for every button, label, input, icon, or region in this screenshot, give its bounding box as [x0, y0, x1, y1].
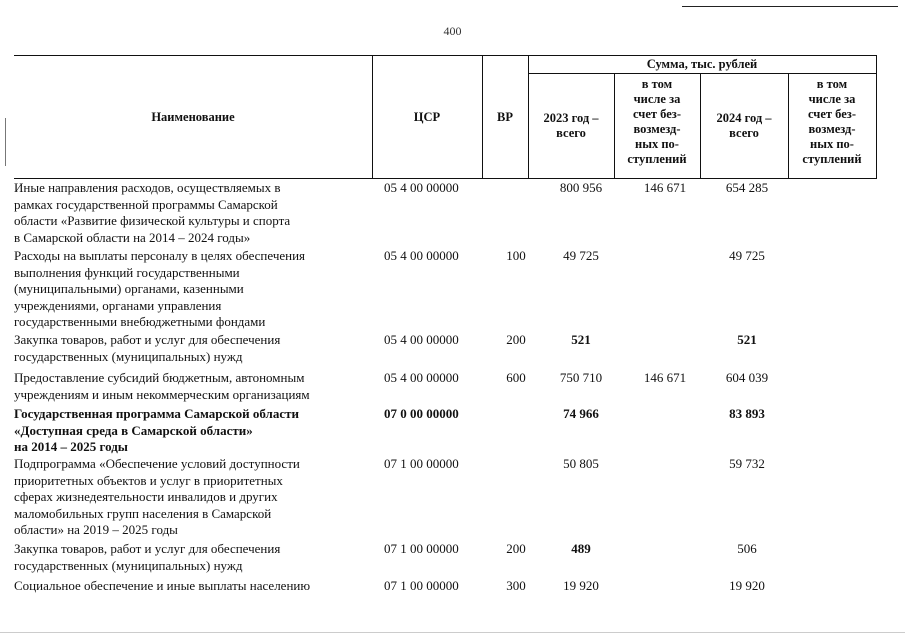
header-sum-group: Сумма, тыс. рублей	[646, 57, 758, 71]
header-sum-2023: 2023 год – всего	[543, 111, 599, 140]
header-vr: ВР	[497, 110, 513, 124]
row-name: Закупка товаров, работ и услуг для обеспечения государственных (муниципальных) нужд	[14, 541, 281, 573]
row-sum-2024: 59 732	[729, 456, 765, 471]
header-top-border	[14, 55, 876, 56]
row-name: Расходы на выплаты персоналу в целях обеспечения выполнения функций государственными (муниципальными) органами, казенными учреждениями, органами управления государственными внебюджетными фондами	[14, 248, 306, 329]
row-vr: 600	[506, 370, 526, 385]
header-free-2023: в том числе за счет без- возмезд- ных по- ступлений	[627, 77, 687, 166]
row-sum-2024: 521	[737, 332, 757, 347]
row-sum-2024: 49 725	[729, 248, 765, 263]
row-sum-2024: 654 285	[725, 180, 769, 195]
row-vr: 200	[506, 332, 526, 347]
row-sum-2023: 50 805	[563, 456, 599, 471]
row-csr: 07 1 00 00000	[384, 456, 459, 471]
header-bottom-border	[14, 178, 876, 179]
col-divider-right	[876, 55, 877, 179]
row-free-2023: 146 671	[643, 180, 687, 195]
row-csr: 07 0 00 00000	[384, 406, 459, 421]
header-free-2024: в том числе за счет без- возмезд- ных по- ступлений	[802, 77, 862, 166]
row-sum-2023: 489	[571, 541, 591, 556]
row-name: Иные направления расходов, осуществляемых в рамках государственной программы Самарской области «Развитие физической культуры и спорта в Самарской области на 2014 – 2024 годы»	[14, 180, 291, 245]
header-sum-2024: 2024 год – всего	[716, 111, 772, 140]
row-csr: 05 4 00 00000	[384, 248, 459, 263]
row-sum-2024: 83 893	[729, 406, 765, 421]
header-name: Наименование	[151, 110, 235, 124]
row-sum-2023: 521	[571, 332, 591, 347]
sum-group-divider	[528, 73, 876, 74]
row-name: Подпрограмма «Обеспечение условий доступности приоритетных объектов и услуг в приоритетных сферах жизнедеятельности инвалидов и других маломобильных групп населения в Самарской области» на 2019 – 2025 годы	[14, 456, 300, 537]
row-name: Предоставление субсидий бюджетным, автономным учреждениям и иным некоммерческим организациям	[14, 370, 310, 402]
row-csr: 07 1 00 00000	[384, 541, 459, 556]
row-sum-2023: 800 956	[559, 180, 603, 195]
bottom-rule	[0, 632, 905, 633]
row-name: Социальное обеспечение и иные выплаты населению	[14, 578, 311, 593]
row-csr: 05 4 00 00000	[384, 332, 459, 347]
top-rule	[682, 6, 898, 7]
row-sum-2023: 74 966	[563, 406, 599, 421]
row-csr: 07 1 00 00000	[384, 578, 459, 593]
row-vr: 100	[506, 248, 526, 263]
row-name: Закупка товаров, работ и услуг для обеспечения государственных (муниципальных) нужд	[14, 332, 281, 364]
row-sum-2023: 750 710	[559, 370, 603, 385]
row-csr: 05 4 00 00000	[384, 370, 459, 385]
row-sum-2023: 19 920	[563, 578, 599, 593]
row-vr: 200	[506, 541, 526, 556]
page-number: 400	[443, 24, 462, 38]
row-vr: 300	[506, 578, 526, 593]
row-sum-2024: 506	[737, 541, 757, 556]
row-sum-2024: 604 039	[725, 370, 769, 385]
row-sum-2024: 19 920	[729, 578, 765, 593]
row-csr: 05 4 00 00000	[384, 180, 459, 195]
row-name: Государственная программа Самарской области «Доступная среда в Самарской области» на 2014 – 2025 годы	[14, 406, 299, 454]
row-free-2023: 146 671	[643, 370, 687, 385]
row-sum-2023: 49 725	[563, 248, 599, 263]
header-csr: ЦСР	[413, 110, 441, 124]
left-edge-mark	[5, 118, 6, 166]
